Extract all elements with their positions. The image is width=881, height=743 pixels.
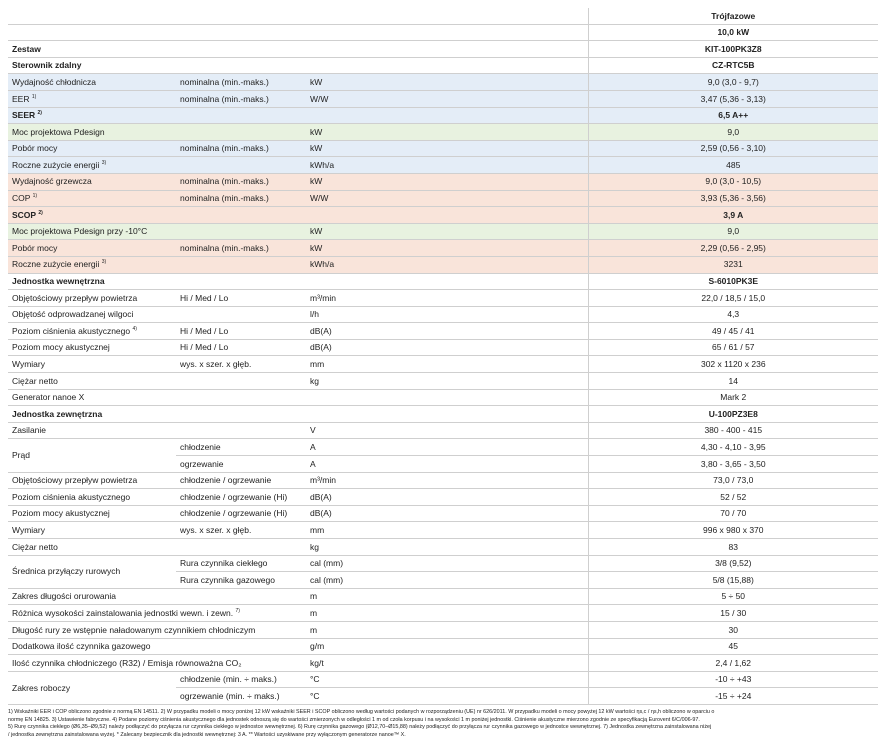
spec-label-text: Różnica wysokości zainstalowania jednostki wewn. i zewn.	[12, 607, 234, 618]
spec-label-text: Roczne zużycie energii	[12, 259, 100, 270]
spec-value: 73,0 / 73,0	[588, 472, 878, 489]
spec-unit: kW	[306, 223, 588, 240]
spec-unit	[306, 57, 588, 74]
spec-condition: chłodzenie / ogrzewanie	[176, 472, 306, 489]
section-row	[8, 406, 878, 423]
footnote-ref: 7)	[235, 607, 240, 614]
spec-condition	[176, 273, 306, 290]
spec-label-text: SEER	[12, 110, 36, 121]
footnotes	[8, 709, 878, 739]
header-power-row	[8, 24, 878, 41]
spec-unit: W/W	[306, 190, 588, 207]
spec-value: 3,93 (5,36 - 3,56)	[588, 190, 878, 207]
spec-unit: kg/t	[306, 655, 588, 672]
spec-label-text: Jednostka wewnętrzna	[12, 276, 105, 287]
spec-label	[8, 472, 176, 489]
spec-condition: chłodzenie / ogrzewanie (Hi)	[176, 489, 306, 506]
spec-value: 15 / 30	[588, 605, 878, 622]
spec-row	[8, 505, 878, 522]
spec-label	[8, 489, 176, 506]
spec-label	[8, 605, 240, 622]
spec-condition: chłodzenie / ogrzewanie (Hi)	[176, 505, 306, 522]
section-row	[8, 107, 878, 124]
spec-value: 2,59 (0,56 - 3,10)	[588, 140, 878, 157]
spec-value: 3,80 - 3,65 - 3,50	[588, 456, 878, 473]
spec-value: 9,0	[588, 223, 878, 240]
spec-value: 9,0 (3,0 - 10,5)	[588, 173, 878, 190]
spec-label-text: Ciężar netto	[12, 375, 58, 386]
spec-value: 83	[588, 539, 878, 556]
spec-label	[8, 323, 176, 340]
spec-label-text: Wymiary	[12, 359, 45, 370]
spec-condition	[176, 256, 306, 273]
spec-row	[8, 124, 878, 141]
spec-unit	[306, 273, 588, 290]
spec-label-text: Wydajność grzewcza	[12, 176, 92, 187]
spec-unit	[306, 389, 588, 406]
spec-label-text: Prąd	[12, 450, 30, 461]
spec-value: S-6010PK3E	[588, 273, 878, 290]
footnote-line: 1) Wskaźniki EER i COP obliczono zgodnie z normą EN 14511. 2) W przypadku modeli o mocy poniżej 12 kW wskaźniki SEER i SCOP obliczono według wartości podanych w rozporządzeniu (UE) nr 626/2011. W przypadku modeli o mocy powyżej 12 kW wartości ηs,c / ηs,h obliczono w oparciu o	[8, 708, 715, 715]
footnote-ref: 4)	[132, 325, 137, 332]
spec-row	[8, 522, 878, 539]
spec-condition: ogrzewanie	[176, 456, 306, 473]
spec-value: 485	[588, 157, 878, 174]
spec-unit	[306, 41, 588, 58]
spec-condition: Hi / Med / Lo	[176, 290, 306, 307]
spec-label	[8, 306, 176, 323]
spec-label	[8, 539, 176, 556]
spec-condition: chłodzenie (min. ÷ maks.)	[176, 671, 306, 688]
spec-row	[8, 555, 878, 572]
spec-condition	[176, 107, 306, 124]
spec-row	[8, 339, 878, 356]
spec-unit: m	[306, 605, 588, 622]
spec-condition	[176, 157, 306, 174]
spec-unit: mm	[306, 356, 588, 373]
spec-unit: V	[306, 422, 588, 439]
spec-unit: dB(A)	[306, 323, 588, 340]
spec-row	[8, 373, 878, 390]
spec-row	[8, 290, 878, 307]
spec-unit: cal (mm)	[306, 555, 588, 572]
section-row	[8, 57, 878, 74]
spec-value: CZ-RTC5B	[588, 57, 878, 74]
spec-row	[8, 157, 878, 174]
spec-row	[8, 173, 878, 190]
spec-row	[8, 356, 878, 373]
spec-label-text: Zasilanie	[12, 425, 47, 436]
spec-row	[8, 605, 878, 622]
spec-label-text: Moc projektowa Pdesign przy -10°C	[12, 226, 148, 237]
header-type-row	[8, 8, 878, 24]
spec-label	[8, 157, 176, 174]
spec-label-text: Generator nanoe X	[12, 392, 85, 403]
section-title	[8, 107, 176, 124]
footnote-line: / jednostka zewnętrzna zainstalowana wyżej. * Zalecany bezpiecznik dla jednostki wewnętrznej: 3 A. ** Wartości uzyskiwane przy wyłączonym generatorze nanoe™ X.	[8, 731, 406, 738]
spec-value: 45	[588, 638, 878, 655]
spec-label-text: Poziom ciśnienia akustycznego	[12, 491, 131, 502]
spec-label	[8, 422, 176, 439]
spec-row	[8, 638, 878, 655]
spec-value: -10 ÷ +43	[588, 671, 878, 688]
spec-value: 70 / 70	[588, 505, 878, 522]
spec-condition: nominalna (min.-maks.)	[176, 190, 306, 207]
spec-row	[8, 539, 878, 556]
spec-value: U-100PZ3E8	[588, 406, 878, 423]
spec-value: 4,30 - 4,10 - 3,95	[588, 439, 878, 456]
footnote-ref: 2)	[38, 209, 43, 216]
spec-row	[8, 190, 878, 207]
spec-row	[8, 74, 878, 91]
spec-label-text: Zakres długości orurowania	[12, 591, 116, 602]
spec-unit: dB(A)	[306, 489, 588, 506]
spec-condition: nominalna (min.-maks.)	[176, 74, 306, 91]
spec-label-text: COP	[12, 193, 31, 204]
spec-unit: kW	[306, 74, 588, 91]
spec-value: 9,0 (3,0 - 9,7)	[588, 74, 878, 91]
spec-value: 6,5 A++	[588, 107, 878, 124]
spec-row	[8, 655, 878, 672]
spec-unit: °C	[306, 688, 588, 705]
spec-label	[8, 256, 176, 273]
spec-condition	[176, 306, 306, 323]
spec-label-text: Ilość czynnika chłodniczego (R32) / Emisja równoważna CO₂	[12, 657, 242, 668]
section-row	[8, 207, 878, 224]
spec-label-text: Sterownik zdalny	[12, 60, 82, 71]
spec-label	[8, 389, 176, 406]
spec-label	[8, 290, 176, 307]
spec-condition	[176, 124, 306, 141]
spec-row	[8, 422, 878, 439]
spec-condition: nominalna (min.-maks.)	[176, 173, 306, 190]
spec-condition: nominalna (min.-maks.)	[176, 240, 306, 257]
spec-value: 9,0	[588, 124, 878, 141]
spec-unit: l/h	[306, 306, 588, 323]
spec-value: 22,0 / 18,5 / 15,0	[588, 290, 878, 307]
spec-label-text: Zestaw	[12, 43, 41, 54]
spec-unit: kg	[306, 373, 588, 390]
spec-label-text: Średnica przyłączy rurowych	[12, 566, 121, 577]
spec-unit: °C	[306, 671, 588, 688]
spec-row	[8, 256, 878, 273]
spec-value: 3/8 (9,52)	[588, 555, 878, 572]
spec-value: 30	[588, 621, 878, 638]
spec-unit: g/m	[306, 638, 588, 655]
spec-label	[8, 522, 176, 539]
spec-label	[8, 173, 176, 190]
spec-label-text: Pobór mocy	[12, 242, 58, 253]
spec-value: 49 / 45 / 41	[588, 323, 878, 340]
spec-unit: kg	[306, 539, 588, 556]
spec-condition: wys. x szer. x głęb.	[176, 356, 306, 373]
spec-row	[8, 439, 878, 456]
spec-condition	[176, 406, 306, 423]
spec-unit: A	[306, 456, 588, 473]
spec-value: 4,3	[588, 306, 878, 323]
footnote-line: 5) Rurę czynnika ciekłego (Ø6,35–Ø9,52) należy podłączyć do przyłącza rur czynnika ciekłego w jednostce wewnętrznej. 6) Rurę czynnika gazowego (Ø12,70–Ø15,88) należy podłączyć do przyłącza rur czynnika gazowego w jednostce wewnętrznej. 7) Jednostka zewnętrzna zainstalowana niżej	[8, 724, 712, 731]
spec-value: 2,29 (0,56 - 2,95)	[588, 240, 878, 257]
spec-label	[8, 223, 176, 240]
spec-value: 14	[588, 373, 878, 390]
spec-row	[8, 323, 878, 340]
footnote-line: normę EN 14825. 3) Ustawienie fabryczne. 4) Podane poziomy ciśnienia akustycznego dla jednostek odnoszą się do wartości zmierzonych w odległości 1 m od czoła korpusu i na wysokości 1 m poniżej jednostki. Ciśnienie akustyczne mierzono zgodnie ze specyfikacją Eurovent 6/C/006-97.	[8, 716, 700, 723]
spec-label	[8, 339, 176, 356]
spec-unit: dB(A)	[306, 505, 588, 522]
spec-unit	[306, 406, 588, 423]
header-type-label: Trójfazowe	[588, 8, 878, 24]
spec-label	[8, 140, 176, 157]
spec-condition: Hi / Med / Lo	[176, 323, 306, 340]
spec-label	[8, 655, 242, 672]
spec-label-text: Wydajność chłodnicza	[12, 76, 97, 87]
spec-row	[8, 671, 878, 688]
section-row	[8, 41, 878, 58]
spec-value: Mark 2	[588, 389, 878, 406]
spec-condition	[176, 588, 306, 605]
spec-value: 65 / 61 / 57	[588, 339, 878, 356]
spec-condition	[176, 207, 306, 224]
spec-unit: W/W	[306, 90, 588, 107]
spec-value: 302 x 1120 x 236	[588, 356, 878, 373]
spec-value: 2,4 / 1,62	[588, 655, 878, 672]
spec-row	[8, 90, 878, 107]
spec-value: 5 ÷ 50	[588, 588, 878, 605]
spec-label	[8, 671, 176, 704]
section-title	[8, 406, 176, 423]
spec-value: 996 x 980 x 370	[588, 522, 878, 539]
spec-unit: dB(A)	[306, 339, 588, 356]
spec-label-text: Roczne zużycie energii	[12, 159, 100, 170]
spec-label	[8, 90, 176, 107]
spec-label	[8, 505, 176, 522]
spec-unit: m³/min	[306, 472, 588, 489]
spec-condition	[176, 389, 306, 406]
spec-row	[8, 223, 878, 240]
spec-row	[8, 140, 878, 157]
spec-condition	[176, 41, 306, 58]
spec-condition: wys. x szer. x głęb.	[176, 522, 306, 539]
spec-unit: kWh/a	[306, 256, 588, 273]
spec-label	[8, 638, 176, 655]
footnote-ref: 3)	[101, 159, 107, 166]
spec-condition: Rura czynnika ciekłego	[176, 555, 306, 572]
spec-row	[8, 588, 878, 605]
spec-label-text: Długość rury ze wstępnie naładowanym czynnikiem chłodniczym	[12, 624, 256, 635]
header-power-label: 10,0 kW	[588, 24, 878, 41]
spec-condition	[176, 223, 306, 240]
section-title	[8, 57, 176, 74]
spec-label-text: Moc projektowa Pdesign	[12, 126, 105, 137]
spec-label-text: Poziom mocy akustycznej	[12, 508, 110, 519]
spec-table	[8, 8, 878, 705]
spec-label	[8, 190, 176, 207]
spec-unit: kW	[306, 173, 588, 190]
spec-label	[8, 124, 176, 141]
spec-unit: kW	[306, 124, 588, 141]
spec-label-text: Objętość odprowadzanej wilgoci	[12, 309, 134, 320]
spec-unit: m³/min	[306, 290, 588, 307]
spec-label-text: Dodatkowa ilość czynnika gazowego	[12, 641, 151, 652]
spec-unit: A	[306, 439, 588, 456]
section-row	[8, 273, 878, 290]
spec-label	[8, 240, 176, 257]
spec-label-text: Poziom mocy akustycznej	[12, 342, 110, 353]
spec-label-text: Jednostka zewnętrzna	[12, 408, 103, 419]
spec-condition	[176, 539, 306, 556]
spec-label	[8, 356, 176, 373]
spec-label	[8, 74, 176, 91]
spec-condition	[176, 373, 306, 390]
spec-row	[8, 240, 878, 257]
spec-value: 3,47 (5,36 - 3,13)	[588, 90, 878, 107]
spec-unit: kW	[306, 240, 588, 257]
spec-condition	[176, 57, 306, 74]
spec-label-text: Pobór mocy	[12, 143, 58, 154]
spec-row	[8, 621, 878, 638]
section-title	[8, 41, 176, 58]
spec-label	[8, 439, 176, 472]
spec-value: 3,9 A	[588, 207, 878, 224]
spec-condition: Hi / Med / Lo	[176, 339, 306, 356]
spec-row	[8, 489, 878, 506]
footnote-ref: 1)	[31, 93, 37, 100]
spec-label	[8, 588, 176, 605]
footnote-ref: 3)	[101, 259, 107, 266]
spec-value: 380 - 400 - 415	[588, 422, 878, 439]
spec-row	[8, 389, 878, 406]
spec-value: 3231	[588, 256, 878, 273]
spec-unit	[306, 207, 588, 224]
spec-label	[8, 555, 176, 588]
spec-sheet	[8, 8, 878, 739]
spec-label-text: Poziom ciśnienia akustycznego	[12, 325, 131, 336]
spec-label-text: Wymiary	[12, 524, 45, 535]
spec-unit: kWh/a	[306, 157, 588, 174]
spec-label-text: Ciężar netto	[12, 541, 58, 552]
section-title	[8, 273, 176, 290]
spec-row	[8, 472, 878, 489]
footnote-ref: 2)	[37, 110, 42, 117]
spec-unit: m	[306, 621, 588, 638]
spec-condition: nominalna (min.-maks.)	[176, 140, 306, 157]
spec-label-text: Zakres roboczy	[12, 682, 71, 693]
spec-unit: kW	[306, 140, 588, 157]
spec-condition: nominalna (min.-maks.)	[176, 90, 306, 107]
spec-unit: mm	[306, 522, 588, 539]
spec-value: KIT-100PK3Z8	[588, 41, 878, 58]
spec-label	[8, 621, 256, 638]
spec-label-text: EER	[12, 93, 30, 104]
spec-condition: ogrzewanie (min. ÷ maks.)	[176, 688, 306, 705]
spec-value: -15 ÷ +24	[588, 688, 878, 705]
spec-row	[8, 306, 878, 323]
spec-unit: cal (mm)	[306, 572, 588, 589]
spec-condition	[176, 638, 306, 655]
spec-value: 5/8 (15,88)	[588, 572, 878, 589]
footnote-ref: 1)	[32, 193, 38, 200]
spec-label-text: SCOP	[12, 209, 36, 220]
section-title	[8, 207, 176, 224]
spec-label-text: Objętościowy przepływ powietrza	[12, 475, 138, 486]
spec-unit: m	[306, 588, 588, 605]
spec-condition: Rura czynnika gazowego	[176, 572, 306, 589]
spec-condition	[176, 422, 306, 439]
spec-value: 52 / 52	[588, 489, 878, 506]
spec-label	[8, 373, 176, 390]
spec-condition: chłodzenie	[176, 439, 306, 456]
spec-unit	[306, 107, 588, 124]
spec-label-text: Objętościowy przepływ powietrza	[12, 292, 138, 303]
